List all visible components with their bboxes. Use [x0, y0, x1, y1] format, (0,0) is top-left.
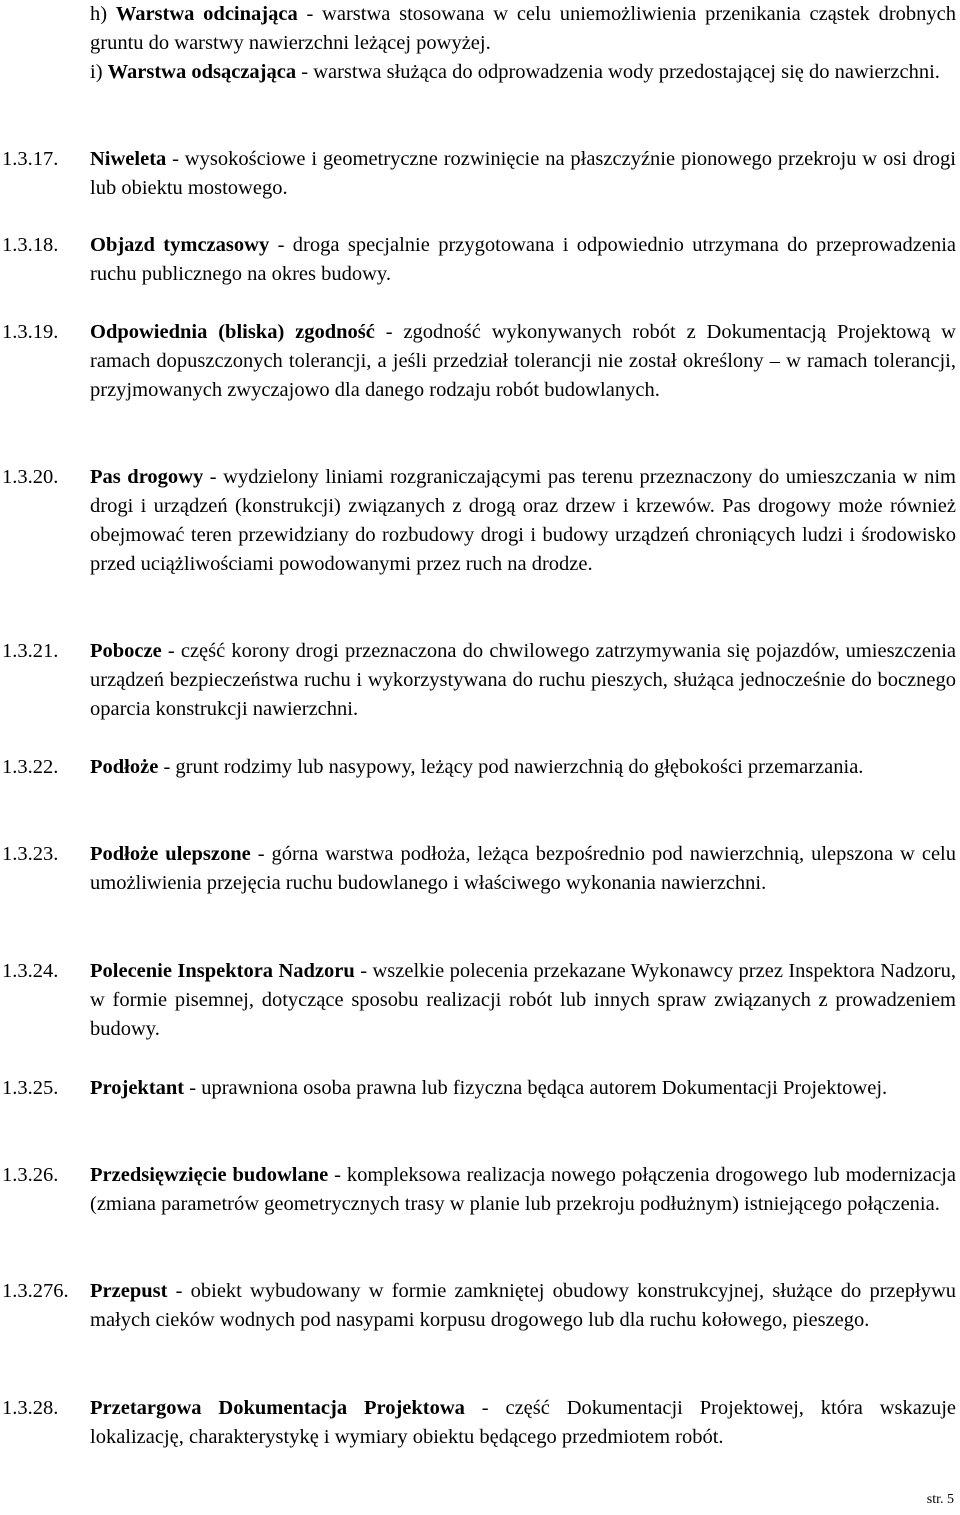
definition-body [90, 840, 956, 898]
definition-term: Pas drogowy [90, 466, 204, 488]
definition-term: Przetargowa Dokumentacja Projektowa [90, 1397, 465, 1419]
definition-entry [0, 1074, 960, 1103]
definition-body [90, 231, 956, 289]
definition-entry [0, 231, 960, 289]
definition-entry [0, 1161, 960, 1219]
definition-text: - grunt rodzimy lub nasypowy, leżący pod nawierzchnią do głębokości przemarzania. [158, 756, 864, 778]
subitem-label: h) [90, 3, 108, 25]
definition-text: - droga specjalnie przygotowana i odpowiednio utrzymana do przeprowadzenia ruchu publicznego na okres budowy. [90, 234, 956, 285]
definition-term: Projektant [90, 1077, 185, 1099]
definition-entry [0, 957, 960, 1044]
subitem-term: Warstwa odsączająca [107, 61, 297, 83]
subitem-h [90, 0, 956, 58]
definition-term: Przepust [90, 1280, 168, 1302]
definition-text: - wysokościowe i geometryczne rozwinięcie na płaszczyźnie pionowego przekroju w osi drogi lub obiektu mostowego. [90, 148, 956, 199]
subitem-text: - warstwa służąca do odprowadzenia wody przedostającej się do nawierzchni. [296, 61, 940, 83]
subitem-term: Warstwa odcinająca [115, 3, 298, 25]
page-number: str. 5 [926, 1492, 954, 1507]
definition-body [90, 1161, 956, 1219]
definition-body [90, 1074, 956, 1103]
definition-body [90, 637, 956, 724]
definition-body [90, 145, 956, 203]
section-number: 1.3.20. [2, 466, 59, 488]
definition-entry [0, 318, 960, 405]
section-number: 1.3.17. [2, 148, 59, 170]
definition-entry [0, 1394, 960, 1452]
definition-text: - zgodność wykonywanych robót z Dokumentacją Projektową w ramach dopuszczonych tolerancji, a jeśli przedział tolerancji nie został określony – w ramach tolerancji, przyjmowanych zwyczajowo dla danego rodzaju robót budowlanych. [90, 321, 956, 401]
section-number: 1.3.18. [2, 234, 59, 256]
section-number: 1.3.276. [2, 1280, 69, 1302]
definition-body [90, 318, 956, 405]
definition-text: - górna warstwa podłoża, leżąca bezpośrednio pod nawierzchnią, ulepszona w celu umożliwienia przejęcia ruchu budowlanego i właściwego wykonania nawierzchni. [90, 843, 956, 894]
definition-term: Pobocze [90, 640, 162, 662]
definition-entry [0, 1277, 960, 1335]
definition-term: Podłoże [90, 756, 159, 778]
definition-text: - wszelkie polecenia przekazane Wykonawcy przez Inspektora Nadzoru, w formie pisemnej, dotyczące sposobu realizacji robót lub innych spraw związanych z prowadzeniem budowy. [90, 960, 957, 1040]
definition-entry [0, 145, 960, 203]
definition-text: - wydzielony liniami rozgraniczającymi pas terenu przeznaczony do umieszczania w nim drogi i urządzeń (konstrukcji) związanych z drogą oraz drzew i krzewów. Pas drogowy może również obejmować teren przewidziany do rozbudowy drogi i budowy urządzeń chroniących ludzi i środowisko przed uciążliwościami powodowanymi przez ruch na drodze. [90, 466, 956, 575]
definition-term: Odpowiednia (bliska) zgodność [90, 321, 375, 343]
definition-text: - kompleksowa realizacja nowego połączenia drogowego lub modernizacja (zmiana parametrów geometrycznych trasy w planie lub przekroju podłużnym) istniejącego połączenia. [90, 1164, 957, 1215]
definition-text: - obiekt wybudowany w formie zamkniętej obudowy konstrukcyjnej, służące do przepływu małych cieków wodnych pod nasypami korpusu drogowego lub dla ruchu kołowego, pieszego. [90, 1280, 956, 1331]
definition-text: - część korony drogi przeznaczona do chwilowego zatrzymywania się pojazdów, umieszczenia urządzeń bezpieczeństwa ruchu i wykorzystywana do ruchu pieszych, służąca jednocześnie do bocznego oparcia konstrukcji nawierzchni. [90, 640, 956, 720]
section-number: 1.3.28. [2, 1397, 59, 1419]
subitem-text: - warstwa stosowana w celu uniemożliwienia przenikania cząstek drobnych gruntu do warstwy nawierzchni leżącej powyżej. [90, 3, 956, 54]
section-number: 1.3.21. [2, 640, 59, 662]
definition-term: Przedsięwzięcie budowlane [90, 1164, 329, 1186]
definition-body [90, 1277, 956, 1335]
definition-entry [0, 463, 960, 579]
definition-term: Niweleta [90, 148, 167, 170]
subitem-i [90, 58, 956, 87]
section-number: 1.3.25. [2, 1077, 59, 1099]
section-number: 1.3.26. [2, 1164, 59, 1186]
section-number: 1.3.22. [2, 756, 59, 778]
definition-term: Podłoże ulepszone [90, 843, 251, 865]
definition-entry [0, 753, 960, 782]
definition-term: Objazd tymczasowy [90, 234, 270, 256]
definition-body [90, 463, 956, 579]
definition-entry [0, 840, 960, 898]
section-number: 1.3.24. [2, 960, 59, 982]
definition-body [90, 753, 956, 782]
definition-text: - część Dokumentacji Projektowej, która wskazuje lokalizację, charakterystykę i wymiary obiektu będącego przedmiotem robót. [90, 1397, 956, 1448]
definition-body [90, 957, 956, 1044]
section-number: 1.3.23. [2, 843, 59, 865]
definition-entry [0, 637, 960, 724]
definition-text: - uprawniona osoba prawna lub fizyczna będąca autorem Dokumentacji Projektowej. [184, 1077, 888, 1099]
section-number: 1.3.19. [2, 321, 59, 343]
definition-term: Polecenie Inspektora Nadzoru [90, 960, 355, 982]
subitem-label: i) [90, 61, 103, 83]
definition-body [90, 1394, 956, 1452]
